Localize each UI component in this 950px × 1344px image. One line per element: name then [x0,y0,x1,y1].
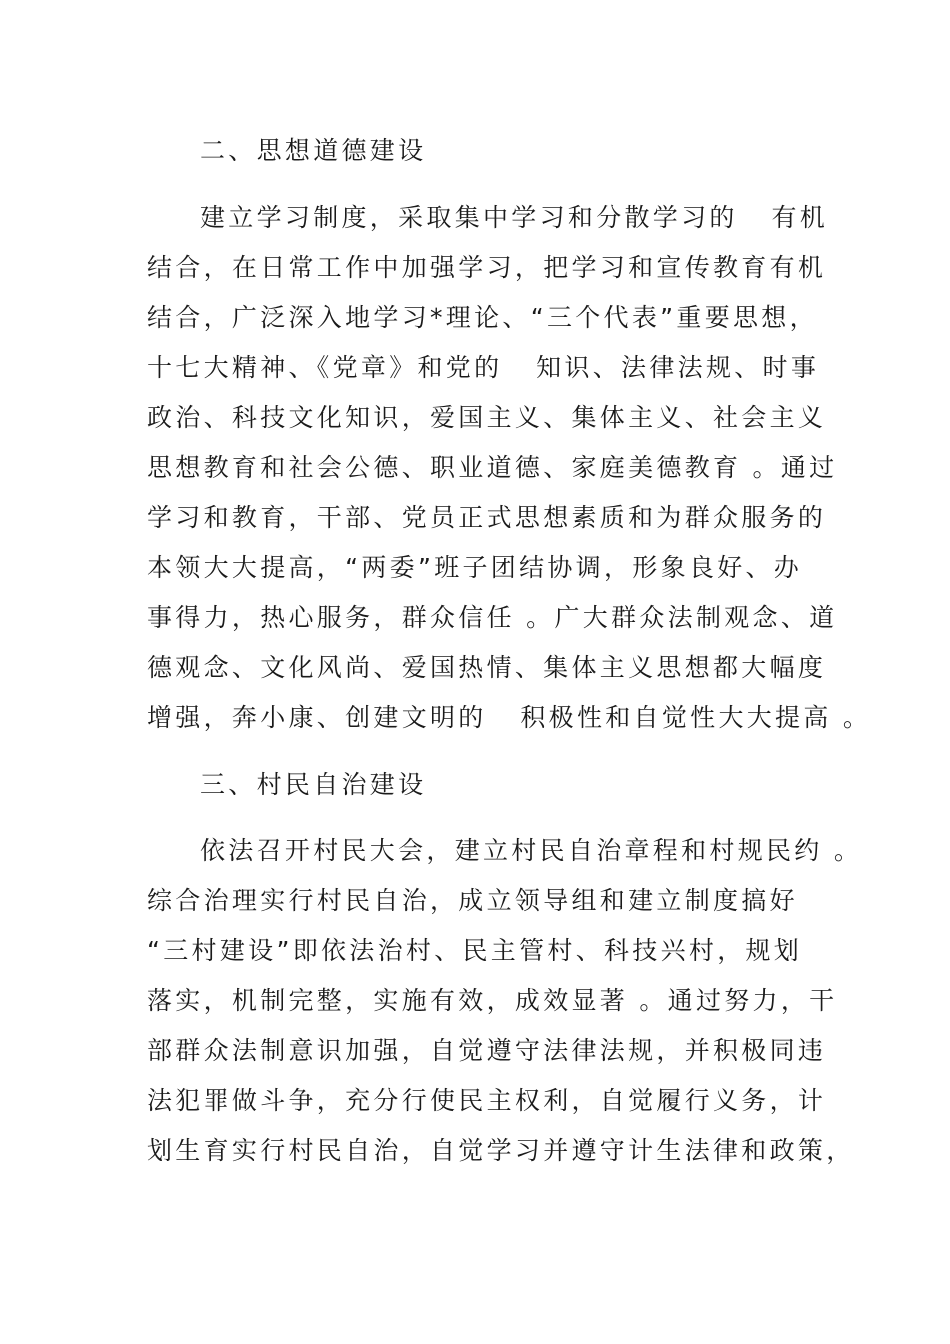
section2-paragraph-line: 德观念、文化风尚、爱国热情、集体主义思想都大幅度 [147,653,827,682]
section3-paragraph-line: 法犯罪做斗争，充分行使民主权利，自觉履行义务，计 [147,1086,827,1115]
section2-paragraph-line: 建立学习制度，采取集中学习和分散学习的 有机 [200,203,829,232]
section2-heading: 二、思想道德建设 [200,136,427,165]
section3-paragraph-line: 部群众法制意识加强，自觉遵守法律法规，并积极同违 [147,1036,827,1065]
section3-paragraph-line: 综合治理实行村民自治，成立领导组和建立制度搞好 [147,886,798,915]
section2-paragraph-line: 学习和教育，干部、党员正式思想素质和为群众服务的 [147,503,827,532]
section2-paragraph-line: 思想教育和社会公德、职业道德、家庭美德教育 。通过 [147,453,838,482]
section3-paragraph-line: “三村建设”即依法治村、民主管村、科技兴村，规划 [147,936,803,965]
section2-paragraph-line: 增强，奔小康、创建文明的 积极性和自觉性大大提高 。 [147,703,872,732]
section2-paragraph-line: 十七大精神、《党章》和党的 知识、法律法规、时事 [147,353,820,382]
section2-paragraph-line: 事得力，热心服务，群众信任 。广大群众法制观念、道 [147,603,838,632]
section3-paragraph-line: 依法召开村民大会，建立村民自治章程和村规民约 。 [200,836,863,865]
section3-heading: 三、村民自治建设 [200,770,427,799]
section2-paragraph-line: 本领大大提高，“两委”班子团结协调，形象良好、办 [147,553,803,582]
section2-paragraph-line: 政治、科技文化知识，爱国主义、集体主义、社会主义 [147,403,827,432]
section3-paragraph-line: 划生育实行村民自治，自觉学习并遵守计生法律和政策， [147,1136,855,1165]
section2-paragraph-line: 结合，广泛深入地学习*理论、“三个代表”重要思想， [147,303,818,332]
section3-paragraph-line: 落实，机制完整，实施有效，成效显著 。通过努力，干 [147,986,838,1015]
section2-paragraph-line: 结合，在日常工作中加强学习，把学习和宣传教育有机 [147,253,827,282]
